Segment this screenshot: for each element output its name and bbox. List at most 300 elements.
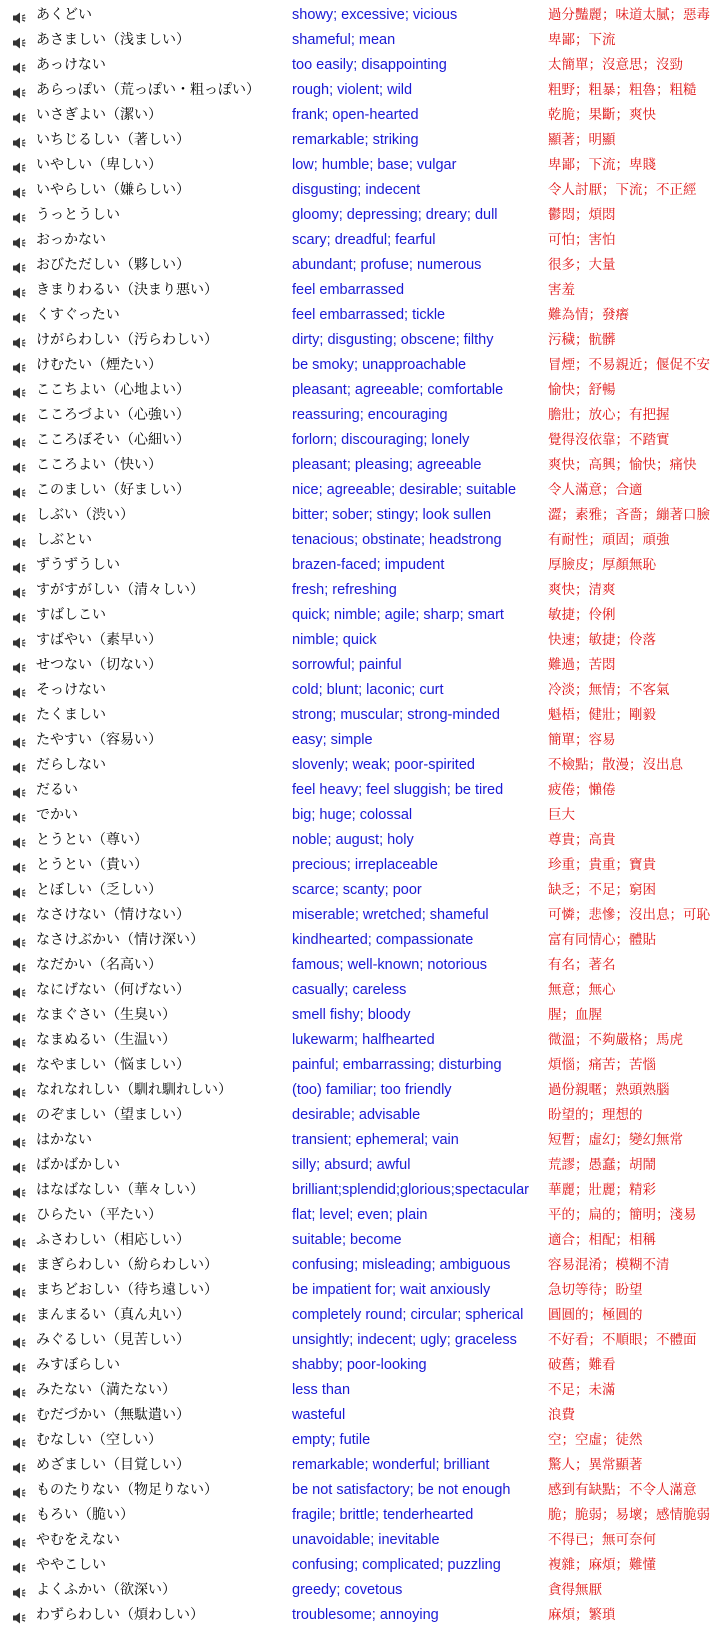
chinese-meaning: 腥；血腥 bbox=[548, 1007, 602, 1023]
english-meaning: scary; dreadful; fearful bbox=[292, 232, 436, 248]
chinese-meaning: 適合；相配；相稱 bbox=[548, 1232, 656, 1248]
english-meaning: bitter; sober; stingy; look sullen bbox=[292, 507, 492, 523]
speaker-icon[interactable] bbox=[12, 1209, 28, 1223]
speaker-icon[interactable] bbox=[12, 1559, 28, 1573]
vocab-row-36 bbox=[0, 878, 720, 903]
english-meaning: wasteful bbox=[292, 1407, 346, 1423]
chinese-meaning: 膽壯；放心；有把握 bbox=[548, 407, 670, 423]
english-meaning: less than bbox=[292, 1382, 351, 1398]
japanese-word: みたない（満たない） bbox=[36, 1382, 176, 1398]
english-meaning: scarce; scanty; poor bbox=[292, 882, 422, 898]
speaker-icon[interactable] bbox=[12, 1534, 28, 1548]
english-meaning: be not satisfactory; be not enough bbox=[292, 1482, 511, 1498]
chinese-meaning: 空；空虛；徒然 bbox=[548, 1432, 643, 1448]
english-meaning: shameful; mean bbox=[292, 32, 396, 48]
japanese-word: たくましい bbox=[36, 707, 106, 723]
english-meaning: feel heavy; feel sluggish; be tired bbox=[292, 782, 504, 798]
english-meaning: slovenly; weak; poor-spirited bbox=[292, 757, 475, 773]
vocab-row-49 bbox=[0, 1203, 720, 1228]
vocab-row-1 bbox=[0, 3, 720, 28]
vocab-row-25 bbox=[0, 603, 720, 628]
speaker-icon[interactable] bbox=[12, 434, 28, 448]
vocab-row-56 bbox=[0, 1378, 720, 1403]
japanese-word: きまりわるい（決まり悪い） bbox=[36, 282, 218, 298]
speaker-icon[interactable] bbox=[12, 1359, 28, 1373]
speaker-icon[interactable] bbox=[12, 209, 28, 223]
speaker-icon[interactable] bbox=[12, 159, 28, 173]
english-meaning: kindhearted; compassionate bbox=[292, 932, 474, 948]
japanese-word: よくふかい（欲深い） bbox=[36, 1582, 176, 1598]
chinese-meaning: 有名；著名 bbox=[548, 957, 616, 973]
vocab-row-5 bbox=[0, 103, 720, 128]
japanese-word: みぐるしい（見苦しい） bbox=[36, 1332, 190, 1348]
vocab-row-11 bbox=[0, 253, 720, 278]
chinese-meaning: 冒煙；不易親近；偃促不安 bbox=[548, 357, 710, 373]
chinese-meaning: 愉快；舒暢 bbox=[548, 382, 616, 398]
chinese-meaning: 圓圓的；極圓的 bbox=[548, 1307, 643, 1323]
english-meaning: nimble; quick bbox=[292, 632, 377, 648]
english-meaning: empty; futile bbox=[292, 1432, 371, 1448]
chinese-meaning: 覺得沒依靠；不踏實 bbox=[548, 432, 670, 448]
japanese-word: せつない（切ない） bbox=[36, 657, 162, 673]
english-meaning: be impatient for; wait anxiously bbox=[292, 1282, 491, 1298]
speaker-icon[interactable] bbox=[12, 34, 28, 48]
english-meaning: silly; absurd; awful bbox=[292, 1157, 411, 1173]
speaker-icon[interactable] bbox=[12, 409, 28, 423]
english-meaning: shabby; poor-looking bbox=[292, 1357, 427, 1373]
japanese-word: だらしない bbox=[36, 757, 106, 773]
english-meaning: big; huge; colossal bbox=[292, 807, 413, 823]
vocab-row-46 bbox=[0, 1128, 720, 1153]
vocab-row-31 bbox=[0, 753, 720, 778]
chinese-meaning: 過份親暱；熟頭熟腦 bbox=[548, 1082, 670, 1098]
chinese-meaning: 很多；大量 bbox=[548, 257, 616, 273]
japanese-word: まぎらわしい（紛らわしい） bbox=[36, 1257, 218, 1273]
chinese-meaning: 有耐性；頑固；頑強 bbox=[548, 532, 670, 548]
vocab-row-61 bbox=[0, 1503, 720, 1528]
speaker-icon[interactable] bbox=[12, 909, 28, 923]
vocab-row-13 bbox=[0, 303, 720, 328]
speaker-icon[interactable] bbox=[12, 284, 28, 298]
english-meaning: famous; well-known; notorious bbox=[292, 957, 488, 973]
speaker-icon[interactable] bbox=[12, 9, 28, 23]
speaker-icon[interactable] bbox=[12, 1109, 28, 1123]
chinese-meaning: 厚臉皮；厚顏無恥 bbox=[548, 557, 656, 573]
japanese-word: おびただしい（夥しい） bbox=[36, 257, 190, 273]
japanese-word: とうとい（尊い） bbox=[36, 832, 148, 848]
vocab-row-51 bbox=[0, 1253, 720, 1278]
vocab-row-37 bbox=[0, 903, 720, 928]
japanese-word: まちどおしい（待ち遠しい） bbox=[36, 1282, 218, 1298]
vocab-row-63 bbox=[0, 1553, 720, 1578]
english-meaning: flat; level; even; plain bbox=[292, 1207, 428, 1223]
japanese-word: すがすがしい（清々しい） bbox=[36, 582, 204, 598]
speaker-icon[interactable] bbox=[12, 1184, 28, 1198]
japanese-word: しぶとい bbox=[36, 532, 92, 548]
japanese-word: ひらたい（平たい） bbox=[36, 1207, 162, 1223]
english-meaning: easy; simple bbox=[292, 732, 373, 748]
vocab-row-58 bbox=[0, 1428, 720, 1453]
speaker-icon[interactable] bbox=[12, 359, 28, 373]
speaker-icon[interactable] bbox=[12, 234, 28, 248]
speaker-icon[interactable] bbox=[12, 1509, 28, 1523]
speaker-icon[interactable] bbox=[12, 609, 28, 623]
speaker-icon[interactable] bbox=[12, 759, 28, 773]
english-meaning: strong; muscular; strong-minded bbox=[292, 707, 500, 723]
chinese-meaning: 麻煩；繁瑣 bbox=[548, 1607, 616, 1623]
english-meaning: noble; august; holy bbox=[292, 832, 414, 848]
english-meaning: troublesome; annoying bbox=[292, 1607, 439, 1623]
speaker-icon[interactable] bbox=[12, 534, 28, 548]
vocab-row-62 bbox=[0, 1528, 720, 1553]
japanese-word: こころづよい（心強い） bbox=[36, 407, 190, 423]
english-meaning: greedy; covetous bbox=[292, 1582, 403, 1598]
speaker-icon[interactable] bbox=[12, 1409, 28, 1423]
vocab-row-18 bbox=[0, 428, 720, 453]
vocab-row-35 bbox=[0, 853, 720, 878]
japanese-word: めざましい（目覚しい） bbox=[36, 1457, 190, 1473]
japanese-word: ここちよい（心地よい） bbox=[36, 382, 190, 398]
vocab-row-26 bbox=[0, 628, 720, 653]
vocab-row-6 bbox=[0, 128, 720, 153]
chinese-meaning: 不得已；無可奈何 bbox=[548, 1532, 656, 1548]
speaker-icon[interactable] bbox=[12, 884, 28, 898]
speaker-icon[interactable] bbox=[12, 259, 28, 273]
english-meaning: nice; agreeable; desirable; suitable bbox=[292, 482, 517, 498]
speaker-icon[interactable] bbox=[12, 1384, 28, 1398]
speaker-icon[interactable] bbox=[12, 1484, 28, 1498]
vocab-row-41 bbox=[0, 1003, 720, 1028]
vocab-row-7 bbox=[0, 153, 720, 178]
vocab-row-24 bbox=[0, 578, 720, 603]
japanese-word: こころよい（快い） bbox=[36, 457, 162, 473]
chinese-meaning: 可怕；害怕 bbox=[548, 232, 616, 248]
chinese-meaning: 微溫；不夠嚴格；馬虎 bbox=[548, 1032, 683, 1048]
speaker-icon[interactable] bbox=[12, 1309, 28, 1323]
english-meaning: pleasant; pleasing; agreeable bbox=[292, 457, 482, 473]
speaker-icon[interactable] bbox=[12, 934, 28, 948]
speaker-icon[interactable] bbox=[12, 1059, 28, 1073]
speaker-icon[interactable] bbox=[12, 509, 28, 523]
japanese-word: ずうずうしい bbox=[36, 557, 120, 573]
japanese-word: はかない bbox=[36, 1132, 92, 1148]
speaker-icon[interactable] bbox=[12, 1584, 28, 1598]
vocab-row-29 bbox=[0, 703, 720, 728]
vocab-row-12 bbox=[0, 278, 720, 303]
speaker-icon[interactable] bbox=[12, 959, 28, 973]
vocab-row-3 bbox=[0, 53, 720, 78]
speaker-icon[interactable] bbox=[12, 459, 28, 473]
chinese-meaning: 魁梧；健壯；剛毅 bbox=[548, 707, 656, 723]
japanese-word: なさけぶかい（情け深い） bbox=[36, 932, 204, 948]
japanese-word: なさけない（情けない） bbox=[36, 907, 190, 923]
chinese-meaning: 卑鄙；下流 bbox=[548, 32, 616, 48]
english-meaning: pleasant; agreeable; comfortable bbox=[292, 382, 504, 398]
vocab-row-21 bbox=[0, 503, 720, 528]
chinese-meaning: 缺乏；不足；窮困 bbox=[548, 882, 656, 898]
japanese-word: なまぬるい（生温い） bbox=[36, 1032, 176, 1048]
english-meaning: remarkable; striking bbox=[292, 132, 419, 148]
speaker-icon[interactable] bbox=[12, 784, 28, 798]
speaker-icon[interactable] bbox=[12, 109, 28, 123]
chinese-meaning: 華麗；壯麗；精彩 bbox=[548, 1182, 656, 1198]
chinese-meaning: 粗野；粗暴；粗魯；粗糙 bbox=[548, 82, 697, 98]
vocab-row-64 bbox=[0, 1578, 720, 1603]
speaker-icon[interactable] bbox=[12, 334, 28, 348]
chinese-meaning: 太簡單；沒意思；沒勁 bbox=[548, 57, 683, 73]
chinese-meaning: 富有同情心；體貼 bbox=[548, 932, 656, 948]
english-meaning: miserable; wretched; shameful bbox=[292, 907, 489, 923]
english-meaning: precious; irreplaceable bbox=[292, 857, 438, 873]
japanese-word: すばやい（素早い） bbox=[36, 632, 162, 648]
chinese-meaning: 卑鄙；下流；卑賤 bbox=[548, 157, 656, 173]
vocab-row-54 bbox=[0, 1328, 720, 1353]
vocab-row-48 bbox=[0, 1178, 720, 1203]
vocab-row-55 bbox=[0, 1353, 720, 1378]
english-meaning: (too) familiar; too friendly bbox=[292, 1082, 452, 1098]
japanese-word: みすぼらしい bbox=[36, 1357, 120, 1373]
chinese-meaning: 珍重；貴重；寶貴 bbox=[548, 857, 656, 873]
speaker-icon[interactable] bbox=[12, 184, 28, 198]
speaker-icon[interactable] bbox=[12, 59, 28, 73]
vocab-row-45 bbox=[0, 1103, 720, 1128]
speaker-icon[interactable] bbox=[12, 684, 28, 698]
speaker-icon[interactable] bbox=[12, 1609, 28, 1623]
english-meaning: rough; violent; wild bbox=[292, 82, 413, 98]
vocab-row-60 bbox=[0, 1478, 720, 1503]
chinese-meaning: 感到有缺點；不令人滿意 bbox=[548, 1482, 697, 1498]
english-meaning: smell fishy; bloody bbox=[292, 1007, 411, 1023]
english-meaning: remarkable; wonderful; brilliant bbox=[292, 1457, 490, 1473]
english-meaning: tenacious; obstinate; headstrong bbox=[292, 532, 502, 548]
english-meaning: casually; careless bbox=[292, 982, 407, 998]
english-meaning: gloomy; depressing; dreary; dull bbox=[292, 207, 498, 223]
japanese-word: むだづかい（無駄遣い） bbox=[36, 1407, 190, 1423]
speaker-icon[interactable] bbox=[12, 1159, 28, 1173]
speaker-icon[interactable] bbox=[12, 834, 28, 848]
japanese-word: おっかない bbox=[36, 232, 106, 248]
japanese-word: けむたい（煙たい） bbox=[36, 357, 162, 373]
chinese-meaning: 不足；未滿 bbox=[548, 1382, 616, 1398]
speaker-icon[interactable] bbox=[12, 1459, 28, 1473]
english-meaning: fresh; refreshing bbox=[292, 582, 397, 598]
chinese-meaning: 盼望的；理想的 bbox=[548, 1107, 643, 1123]
japanese-word: のぞましい（望ましい） bbox=[36, 1107, 190, 1123]
japanese-word: ものたりない（物足りない） bbox=[36, 1482, 218, 1498]
japanese-word: ややこしい bbox=[36, 1557, 106, 1573]
japanese-word: だるい bbox=[36, 782, 78, 798]
english-meaning: brazen-faced; impudent bbox=[292, 557, 445, 573]
vocab-row-19 bbox=[0, 453, 720, 478]
chinese-meaning: 疲倦；懶倦 bbox=[548, 782, 616, 798]
chinese-meaning: 尊貴；高貴 bbox=[548, 832, 616, 848]
speaker-icon[interactable] bbox=[12, 1259, 28, 1273]
english-meaning: reassuring; encouraging bbox=[292, 407, 448, 423]
chinese-meaning: 容易混淆；模糊不清 bbox=[548, 1257, 670, 1273]
speaker-icon[interactable] bbox=[12, 84, 28, 98]
english-meaning: dirty; disgusting; obscene; filthy bbox=[292, 332, 494, 348]
english-meaning: completely round; circular; spherical bbox=[292, 1307, 524, 1323]
speaker-icon[interactable] bbox=[12, 1034, 28, 1048]
japanese-word: もろい（脆い） bbox=[36, 1507, 134, 1523]
japanese-word: けがらわしい（汚らわしい） bbox=[36, 332, 218, 348]
chinese-meaning: 害羞 bbox=[548, 282, 575, 298]
chinese-meaning: 鬱悶；煩悶 bbox=[548, 207, 616, 223]
speaker-icon[interactable] bbox=[12, 559, 28, 573]
speaker-icon[interactable] bbox=[12, 384, 28, 398]
speaker-icon[interactable] bbox=[12, 1084, 28, 1098]
vocab-row-23 bbox=[0, 553, 720, 578]
speaker-icon[interactable] bbox=[12, 1009, 28, 1023]
vocab-row-43 bbox=[0, 1053, 720, 1078]
speaker-icon[interactable] bbox=[12, 1234, 28, 1248]
vocab-row-8 bbox=[0, 178, 720, 203]
speaker-icon[interactable] bbox=[12, 734, 28, 748]
japanese-word: まんまるい（真ん丸い） bbox=[36, 1307, 190, 1323]
english-meaning: confusing; misleading; ambiguous bbox=[292, 1257, 511, 1273]
japanese-word: しぶい（渋い） bbox=[36, 507, 134, 523]
chinese-meaning: 澀；素雅；吝嗇；繃著口臉 bbox=[548, 507, 710, 523]
japanese-word: なれなれしい（馴れ馴れしい） bbox=[36, 1082, 232, 1098]
english-meaning: too easily; disappointing bbox=[292, 57, 447, 73]
japanese-word: とうとい（貴い） bbox=[36, 857, 148, 873]
english-meaning: abundant; profuse; numerous bbox=[292, 257, 482, 273]
chinese-meaning: 破舊；難看 bbox=[548, 1357, 616, 1373]
english-meaning: low; humble; base; vulgar bbox=[292, 157, 457, 173]
speaker-icon[interactable] bbox=[12, 1284, 28, 1298]
vocab-row-2 bbox=[0, 28, 720, 53]
english-meaning: unavoidable; inevitable bbox=[292, 1532, 440, 1548]
speaker-icon[interactable] bbox=[12, 809, 28, 823]
vocab-row-30 bbox=[0, 728, 720, 753]
chinese-meaning: 短暫；虛幻；變幻無常 bbox=[548, 1132, 683, 1148]
chinese-meaning: 急切等待；盼望 bbox=[548, 1282, 643, 1298]
chinese-meaning: 可憐；悲慘；沒出息；可恥 bbox=[548, 907, 710, 923]
chinese-meaning: 快速；敏捷；伶落 bbox=[548, 632, 656, 648]
japanese-word: いやしい（卑しい） bbox=[36, 157, 162, 173]
chinese-meaning: 顯著；明顯 bbox=[548, 132, 616, 148]
vocab-row-44 bbox=[0, 1078, 720, 1103]
chinese-meaning: 平的；扁的；簡明；淺易 bbox=[548, 1207, 697, 1223]
chinese-meaning: 不好看；不順眼；不體面 bbox=[548, 1332, 697, 1348]
chinese-meaning: 乾脆；果斷；爽快 bbox=[548, 107, 656, 123]
japanese-word: いやらしい（嫌らしい） bbox=[36, 182, 190, 198]
english-meaning: be smoky; unapproachable bbox=[292, 357, 467, 373]
speaker-icon[interactable] bbox=[12, 1134, 28, 1148]
vocab-row-65 bbox=[0, 1603, 720, 1628]
speaker-icon[interactable] bbox=[12, 859, 28, 873]
japanese-word: やむをえない bbox=[36, 1532, 120, 1548]
speaker-icon[interactable] bbox=[12, 484, 28, 498]
japanese-word: うっとうしい bbox=[36, 207, 120, 223]
japanese-word: あさましい（浅ましい） bbox=[36, 32, 190, 48]
english-meaning: feel embarrassed; tickle bbox=[292, 307, 446, 323]
japanese-word: あっけない bbox=[36, 57, 106, 73]
vocab-row-27 bbox=[0, 653, 720, 678]
japanese-word: あらっぽい（荒っぽい・粗っぽい） bbox=[36, 82, 260, 98]
chinese-meaning: 浪費 bbox=[548, 1407, 575, 1423]
japanese-word: でかい bbox=[36, 807, 78, 823]
chinese-meaning: 巨大 bbox=[548, 807, 575, 823]
chinese-meaning: 過分豔麗；味道太膩；惡毒 bbox=[548, 7, 710, 23]
speaker-icon[interactable] bbox=[12, 1334, 28, 1348]
speaker-icon[interactable] bbox=[12, 659, 28, 673]
speaker-icon[interactable] bbox=[12, 309, 28, 323]
chinese-meaning: 爽快；高興；愉快；痛快 bbox=[548, 457, 697, 473]
english-meaning: fragile; brittle; tenderhearted bbox=[292, 1507, 474, 1523]
english-meaning: frank; open-hearted bbox=[292, 107, 419, 123]
speaker-icon[interactable] bbox=[12, 984, 28, 998]
vocab-row-40 bbox=[0, 978, 720, 1003]
vocab-row-16 bbox=[0, 378, 720, 403]
english-meaning: lukewarm; halfhearted bbox=[292, 1032, 435, 1048]
chinese-meaning: 驚人；異常顯著 bbox=[548, 1457, 643, 1473]
japanese-word: すばしこい bbox=[36, 607, 106, 623]
english-meaning: confusing; complicated; puzzling bbox=[292, 1557, 501, 1573]
speaker-icon[interactable] bbox=[12, 1434, 28, 1448]
english-meaning: cold; blunt; laconic; curt bbox=[292, 682, 444, 698]
vocab-row-38 bbox=[0, 928, 720, 953]
english-meaning: suitable; become bbox=[292, 1232, 402, 1248]
english-meaning: transient; ephemeral; vain bbox=[292, 1132, 459, 1148]
english-meaning: desirable; advisable bbox=[292, 1107, 421, 1123]
english-meaning: brilliant;splendid;glorious;spectacular bbox=[292, 1182, 529, 1198]
chinese-meaning: 無意；無心 bbox=[548, 982, 616, 998]
chinese-meaning: 令人滿意；合適 bbox=[548, 482, 643, 498]
chinese-meaning: 敏捷；伶俐 bbox=[548, 607, 616, 623]
vocab-row-9 bbox=[0, 203, 720, 228]
vocab-row-47 bbox=[0, 1153, 720, 1178]
vocab-row-52 bbox=[0, 1278, 720, 1303]
chinese-meaning: 貪得無厭 bbox=[548, 1582, 602, 1598]
vocab-row-33 bbox=[0, 803, 720, 828]
japanese-word: ばかばかしい bbox=[36, 1157, 120, 1173]
vocab-row-42 bbox=[0, 1028, 720, 1053]
chinese-meaning: 簡單；容易 bbox=[548, 732, 616, 748]
japanese-word: なやましい（悩ましい） bbox=[36, 1057, 190, 1073]
japanese-word: むなしい（空しい） bbox=[36, 1432, 162, 1448]
vocab-row-34 bbox=[0, 828, 720, 853]
speaker-icon[interactable] bbox=[12, 134, 28, 148]
chinese-meaning: 荒謬；愚蠢；胡鬧 bbox=[548, 1157, 656, 1173]
japanese-word: くすぐったい bbox=[36, 307, 120, 323]
english-meaning: painful; embarrassing; disturbing bbox=[292, 1057, 502, 1073]
speaker-icon[interactable] bbox=[12, 709, 28, 723]
japanese-word: いちじるしい（著しい） bbox=[36, 132, 190, 148]
speaker-icon[interactable] bbox=[12, 584, 28, 598]
english-meaning: quick; nimble; agile; sharp; smart bbox=[292, 607, 504, 623]
japanese-word: なだかい（名高い） bbox=[36, 957, 162, 973]
japanese-word: こころぼそい（心細い） bbox=[36, 432, 190, 448]
vocab-row-39 bbox=[0, 953, 720, 978]
japanese-word: はなばなしい（華々しい） bbox=[36, 1182, 204, 1198]
chinese-meaning: 難為情；發癢 bbox=[548, 307, 629, 323]
vocab-row-53 bbox=[0, 1303, 720, 1328]
english-meaning: forlorn; discouraging; lonely bbox=[292, 432, 470, 448]
chinese-meaning: 污穢；骯髒 bbox=[548, 332, 616, 348]
japanese-word: わずらわしい（煩わしい） bbox=[36, 1607, 204, 1623]
vocab-row-4 bbox=[0, 78, 720, 103]
vocab-row-57 bbox=[0, 1403, 720, 1428]
speaker-icon[interactable] bbox=[12, 634, 28, 648]
japanese-word: ふさわしい（相応しい） bbox=[36, 1232, 190, 1248]
japanese-word: いさぎよい（潔い） bbox=[36, 107, 162, 123]
vocab-row-20 bbox=[0, 478, 720, 503]
english-meaning: unsightly; indecent; ugly; graceless bbox=[292, 1332, 517, 1348]
japanese-word: あくどい bbox=[36, 7, 92, 23]
japanese-word: このましい（好ましい） bbox=[36, 482, 190, 498]
japanese-word: とぼしい（乏しい） bbox=[36, 882, 162, 898]
